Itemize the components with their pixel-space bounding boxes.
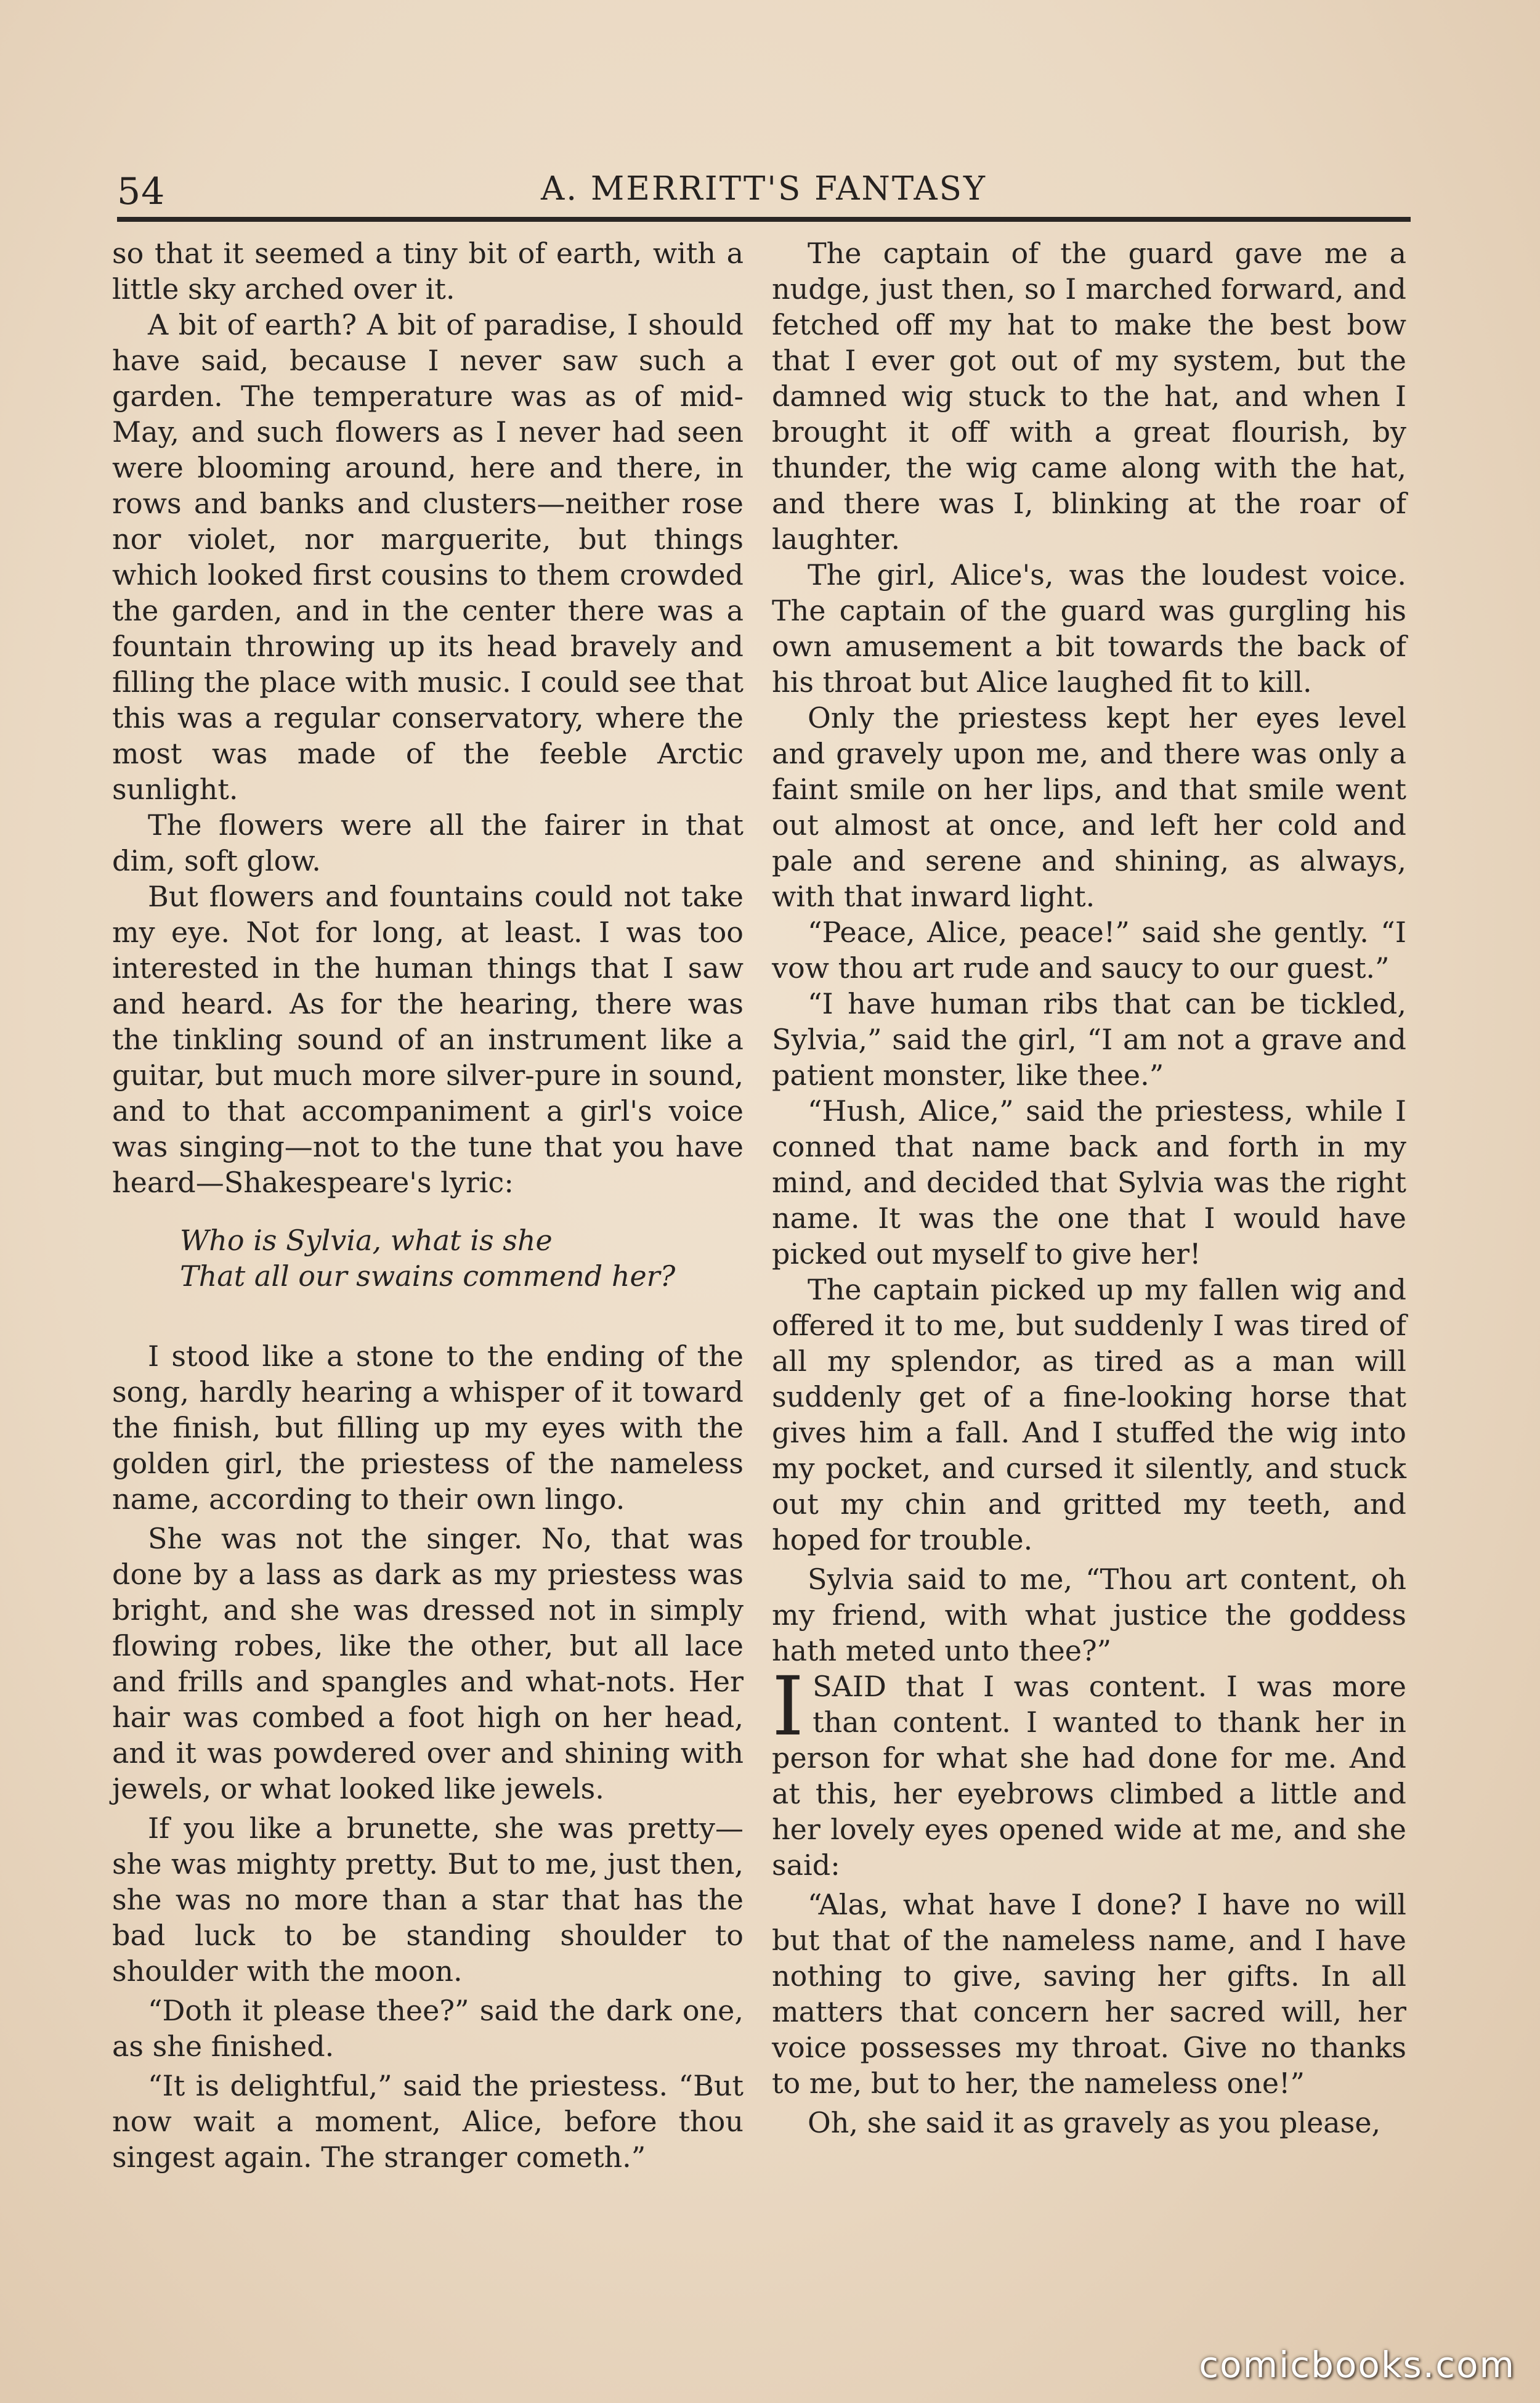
paragraph: The captain of the guard gave me a nudge, just then, so I marched forward, and fetched off my hat to make the best bow that I ever got out of my system, but the damned wig stuck to the hat, and when I brought it off with a great flourish, by thunder, the wig came along with the hat, and there was I, blinking at the roar of laughter. xyxy=(772,237,1406,556)
paragraph: “It is delightful,” said the priestess. “But now wait a moment, Alice, before thou singest again. The stranger cometh.” xyxy=(112,2069,744,2174)
paragraph-text: SAID that I was content. I was more than content. I wanted to thank her in person for what she had done for me. And at this, her eyebrows climbed a little and her lovely eyes opened wide at me, and she said: xyxy=(772,1670,1406,1882)
paragraph: She was not the singer. No, that was done by a lass as dark as my priestess was bright, and she was dressed not in simply flowing robes, like the other, but all lace and frills and spangles and what-nots. Her hair was combed a foot high on her head, and it was powdered over and shining with jewels, or what looked like jewels. xyxy=(112,1522,744,1805)
verse-line: Who is Sylvia, what is she xyxy=(180,1224,553,1257)
paragraph: The girl, Alice's, was the loudest voice. The captain of the guard was gurgling his own amusement a bit towards the back of his throat but Alice laughed fit to kill. xyxy=(772,558,1406,699)
drop-cap: I xyxy=(772,1659,804,1754)
right-column xyxy=(772,235,1406,2141)
paragraph: The captain picked up my fallen wig and offered it to me, but suddenly I was tired of all my splendor, as tired as a man will suddenly get of a fine-looking horse that gives him a fall. And I stuffed the wig into my pocket, and cursed it silently, and stuck out my chin and gritted my teeth, and hoped for trouble. xyxy=(772,1273,1406,1556)
verse-line: That all our swains commend her? xyxy=(180,1259,676,1293)
header-rule xyxy=(117,217,1411,222)
paragraph: The flowers were all the fairer in that dim, soft glow. xyxy=(112,808,744,877)
left-column xyxy=(112,235,744,2175)
paragraph: “Peace, Alice, peace!” said she gently. “I vow thou art rude and saucy to our guest.” xyxy=(772,916,1406,985)
paragraph: Oh, she said it as gravely as you please, xyxy=(808,2106,1381,2139)
paragraph: A bit of earth? A bit of paradise, I should have said, because I never saw such a garden. The temperature was as of mid-May, and such flowers as I never had seen were blooming around, here and there, in rows and banks and clusters—neither rose nor violet, nor marguerite, but things which looked first cousins to them crowded the garden, and in the center there was a fountain throwing up its head bravely and filling the place with music. I could see that this was a regular conservatory, where the most was made of the feeble Arctic sunlight. xyxy=(112,308,744,806)
paragraph: I stood like a stone to the ending of the song, hardly hearing a whisper of it toward the finish, but filling up my eyes with the golden girl, the priestess of the nameless name, according to their own lingo. xyxy=(112,1340,744,1516)
paragraph: But flowers and fountains could not take my eye. Not for long, at least. I was too interested in the human things that I saw and heard. As for the hearing, there was the tinkling sound of an instrument like a guitar, but much more silver-pure in sound, and to that accompaniment a girl's voice was singing—not to the tune that you have heard—Shakespeare's lyric: xyxy=(112,880,744,1199)
paragraph: “Doth it please thee?” said the dark one, as she finished. xyxy=(112,1994,744,2063)
watermark: comicbooks.com xyxy=(1199,2344,1515,2386)
paragraph: “Alas, what have I done? I have no will but that of the nameless name, and I have nothing to give, saving her gifts. In all matters that concern her sacred will, her voice possesses my throat. Give no thanks to me, but to her, the nameless one!” xyxy=(772,1888,1406,2100)
paragraph: If you like a brunette, she was pretty—she was mighty pretty. But to me, just then, she was no more than a star that has the bad luck to be standing shoulder to shoulder with the moon. xyxy=(112,1811,744,1988)
paragraph: “Hush, Alice,” said the priestess, while I conned that name back and forth in my mind, and decided that Sylvia was the right name. It was the one that I would have picked out myself to give her! xyxy=(772,1094,1406,1271)
page-header xyxy=(117,165,1411,214)
paragraph: “I have human ribs that can be tickled, Sylvia,” said the girl, “I am not a grave and patient monster, like thee.” xyxy=(772,987,1406,1092)
paragraph: Sylvia said to me, “Thou art content, oh my friend, with what justice the goddess hath meted unto thee?” xyxy=(772,1563,1406,1667)
verse-block xyxy=(180,1222,744,1294)
paragraph: so that it seemed a tiny bit of earth, with a little sky arched over it. xyxy=(112,237,744,306)
paragraph: Only the priestess kept her eyes level and gravely upon me, and there was only a faint smile on her lips, and that smile went out almost at once, and left her cold and pale and serene and shining, as always, with that inward light. xyxy=(772,701,1406,913)
page-number: 54 xyxy=(117,170,166,213)
running-head: A. MERRITT'S FANTASY xyxy=(541,170,987,208)
drop-cap-paragraph xyxy=(772,1659,1406,1883)
